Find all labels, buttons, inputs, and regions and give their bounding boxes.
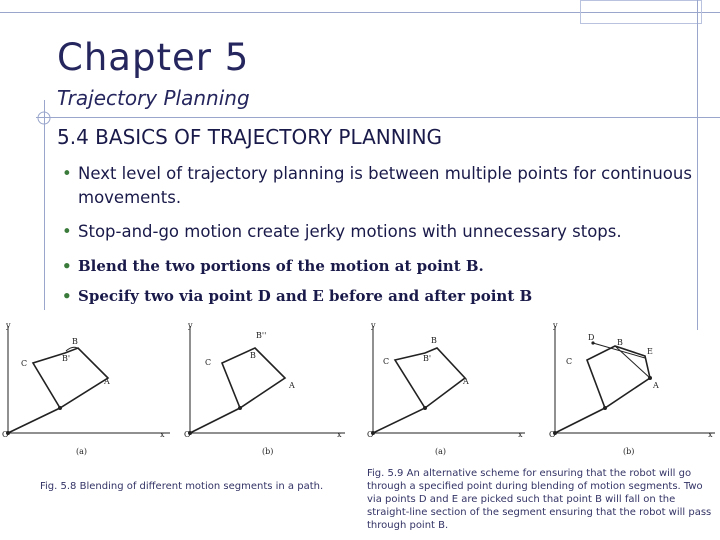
section-heading: 5.4 BASICS OF TRAJECTORY PLANNING bbox=[57, 125, 443, 149]
fig59b-A-label: A bbox=[653, 381, 659, 390]
fig58a-A-label: A bbox=[104, 377, 110, 386]
fig59-panel-b bbox=[555, 326, 715, 433]
left-decor-line bbox=[44, 100, 45, 310]
fig58a-x-label: x bbox=[160, 430, 165, 439]
fig59a-x-label: x bbox=[518, 430, 523, 439]
fig58a-origin-label: O bbox=[2, 430, 9, 439]
bullet-dot: • bbox=[62, 257, 72, 275]
fig59b-C-label: C bbox=[566, 357, 573, 366]
fig59a-origin-label: O bbox=[367, 430, 374, 439]
fig59-panel-a bbox=[373, 326, 525, 433]
bullet-item bbox=[60, 220, 700, 244]
fig59b-y-label: y bbox=[553, 321, 558, 330]
fig59b-point-A bbox=[648, 376, 652, 380]
bullet-item bbox=[60, 162, 700, 210]
fig58b-B2-label: B'' bbox=[256, 331, 267, 340]
figure-5-8 bbox=[0, 318, 350, 458]
fig59b-panel-label: (b) bbox=[623, 447, 635, 456]
fig58a-panel-label: (a) bbox=[76, 447, 88, 456]
fig58b-origin-label: O bbox=[184, 430, 191, 439]
bullet-list bbox=[60, 162, 700, 314]
fig58b-joint-1 bbox=[238, 406, 242, 410]
target-circle-decor bbox=[34, 108, 54, 128]
bullet-text: Specify two via point D and E before and after point B bbox=[78, 287, 533, 305]
fig58-panel-a bbox=[8, 326, 170, 433]
fig58-panel-b bbox=[190, 326, 345, 433]
fig59a-A-label: A bbox=[463, 377, 469, 386]
fig58a-C-label: C bbox=[21, 359, 28, 368]
fig58b-y-label: y bbox=[188, 321, 193, 330]
bullet-text: Blend the two portions of the motion at point B. bbox=[78, 257, 484, 275]
fig59b-x-label: x bbox=[708, 430, 713, 439]
figure-5-8-caption bbox=[40, 480, 360, 493]
fig58a-y-label: y bbox=[6, 321, 11, 330]
fig58b-A-label: A bbox=[289, 381, 295, 390]
fig59a-joint-1 bbox=[423, 406, 427, 410]
figure-5-9 bbox=[365, 318, 720, 458]
top-right-decor-box bbox=[580, 0, 702, 24]
fig58b-x-label: x bbox=[337, 430, 342, 439]
fig59a-panel-label: (a) bbox=[435, 447, 447, 456]
fig58b-C-label: C bbox=[205, 358, 212, 367]
fig59a-B1-label: B' bbox=[423, 354, 432, 363]
fig59a-y-label: y bbox=[371, 321, 376, 330]
bullet-text: Next level of trajectory planning is between multiple points for continuous movements. bbox=[78, 164, 692, 207]
fig59b-B-label: B bbox=[617, 338, 623, 347]
caption-text: An alternative scheme for ensuring that the robot will go through a specified point during blending of motion segments. Two via points D and E are picked such that point B will fall on the straight-line section of the segment ensuring that the robot will pass through point B. bbox=[367, 468, 712, 531]
fig59b-D-label: D bbox=[588, 333, 595, 342]
fig59a-B-label: B bbox=[431, 336, 437, 345]
bullet-text: Stop-and-go motion create jerky motions with unnecessary stops. bbox=[78, 222, 622, 241]
figure-5-9-caption bbox=[367, 467, 712, 532]
fig59b-E-label: E bbox=[647, 347, 653, 356]
fig59b-origin-label: O bbox=[549, 430, 556, 439]
fig58a-joint-1 bbox=[58, 406, 62, 410]
bullet-dot: • bbox=[62, 164, 72, 183]
fig59b-joint-1 bbox=[603, 406, 607, 410]
fig58b-B-label: B bbox=[250, 351, 256, 360]
bullet-item bbox=[60, 284, 700, 308]
title-underline bbox=[36, 117, 720, 118]
bullet-item bbox=[60, 254, 700, 278]
caption-figure-number: Fig. 5.8 bbox=[40, 481, 77, 492]
fig58a-B1-label: B' bbox=[62, 354, 71, 363]
fig59a-C-label: C bbox=[383, 357, 390, 366]
fig58a-B-label: B bbox=[72, 337, 78, 346]
bullet-dot: • bbox=[62, 222, 72, 241]
caption-text: Blending of different motion segments in a path. bbox=[79, 481, 324, 492]
slide-subtitle: Trajectory Planning bbox=[57, 86, 250, 110]
fig58b-panel-label: (b) bbox=[262, 447, 274, 456]
slide-title: Chapter 5 bbox=[57, 36, 250, 79]
caption-figure-number: Fig. 5.9 bbox=[367, 468, 404, 479]
bullet-dot: • bbox=[62, 287, 72, 305]
